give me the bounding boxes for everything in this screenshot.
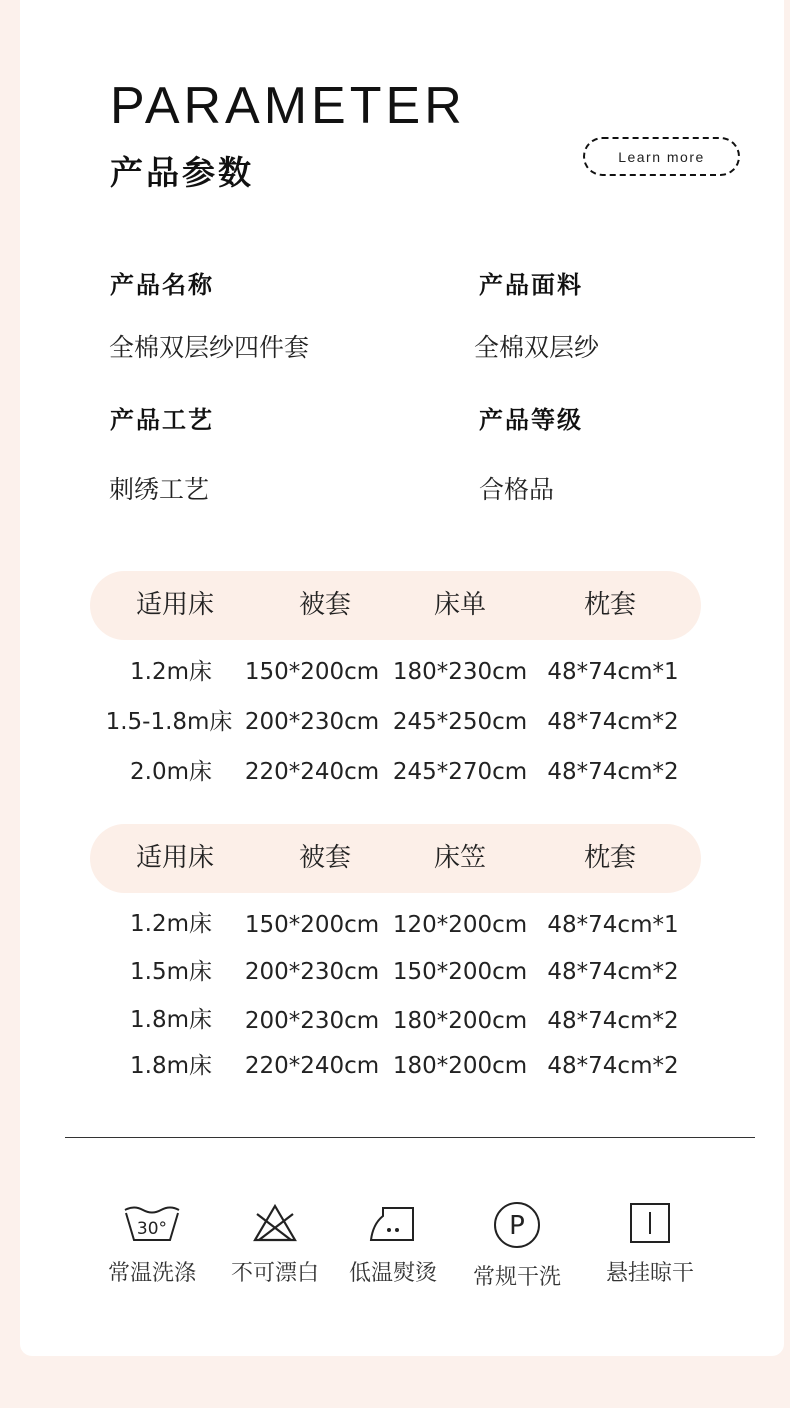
table1-header-cell: 适用床 bbox=[135, 590, 215, 620]
table1-cell: 245*250cm bbox=[392, 709, 528, 735]
param-label-grade: 产品等级 bbox=[479, 406, 583, 434]
care-label: 常温洗涤 bbox=[107, 1261, 196, 1286]
wash-30-icon bbox=[122, 1200, 182, 1246]
no-bleach-icon bbox=[245, 1200, 305, 1246]
param-label-fabric: 产品面料 bbox=[479, 271, 583, 299]
dry-clean-letter: P bbox=[509, 1211, 525, 1241]
table2-cell: 1.8m床 bbox=[130, 1053, 212, 1079]
table2-header-cell: 枕套 bbox=[583, 843, 637, 873]
table2-cell: 48*74cm*2 bbox=[547, 1053, 679, 1079]
care-item-wash bbox=[92, 1200, 212, 1287]
table2-header-cell: 被套 bbox=[298, 843, 352, 873]
table1-cell: 180*230cm bbox=[392, 659, 528, 685]
table1-cell: 1.2m床 bbox=[130, 659, 212, 685]
table2-cell: 180*200cm bbox=[392, 1053, 528, 1079]
table1-cell: 220*240cm bbox=[244, 759, 380, 785]
table2-cell: 200*230cm bbox=[244, 959, 380, 985]
care-item-low-iron bbox=[333, 1200, 453, 1287]
table2-cell: 1.8m床 bbox=[130, 1007, 212, 1033]
table1-header bbox=[90, 571, 701, 640]
table2-header bbox=[90, 824, 701, 893]
table2-cell: 150*200cm bbox=[392, 959, 528, 985]
care-label: 常规干洗 bbox=[472, 1265, 561, 1290]
line-dry-icon bbox=[620, 1200, 680, 1246]
table2-header-cell: 适用床 bbox=[135, 843, 215, 873]
page-title-en: PARAMETER bbox=[110, 77, 466, 135]
param-label-craft: 产品工艺 bbox=[110, 406, 214, 434]
table1-cell: 150*200cm bbox=[244, 659, 380, 685]
table2-cell: 48*74cm*2 bbox=[547, 1008, 679, 1034]
table1-cell: 48*74cm*2 bbox=[547, 709, 679, 735]
low-iron-icon bbox=[363, 1200, 423, 1246]
table2-cell: 180*200cm bbox=[392, 1008, 528, 1034]
care-label: 低温熨烫 bbox=[348, 1261, 437, 1286]
table1-cell: 48*74cm*1 bbox=[547, 659, 679, 685]
care-item-dry-clean bbox=[457, 1200, 577, 1291]
table2-cell: 1.5m床 bbox=[130, 959, 212, 985]
care-label: 悬挂晾干 bbox=[605, 1261, 694, 1286]
param-value-grade: 合格品 bbox=[479, 475, 555, 504]
page-title-zh: 产品参数 bbox=[110, 153, 254, 192]
table2-cell: 1.2m床 bbox=[130, 911, 212, 937]
table1-header-cell: 被套 bbox=[298, 590, 352, 620]
table2-cell: 48*74cm*1 bbox=[547, 912, 679, 938]
table2-header-cell: 床笠 bbox=[433, 843, 487, 873]
table1-cell: 245*270cm bbox=[392, 759, 528, 785]
param-value-craft: 刺绣工艺 bbox=[109, 475, 210, 504]
param-label-name: 产品名称 bbox=[110, 271, 214, 299]
care-item-no-bleach bbox=[215, 1200, 335, 1287]
table2-cell: 120*200cm bbox=[392, 912, 528, 938]
learn-more-button[interactable]: Learn more bbox=[583, 137, 740, 176]
table1-cell: 48*74cm*2 bbox=[547, 759, 679, 785]
care-label: 不可漂白 bbox=[230, 1261, 319, 1286]
wash-temp-text: 30° bbox=[136, 1219, 168, 1239]
param-value-fabric: 全棉双层纱 bbox=[474, 333, 600, 362]
care-item-line-dry bbox=[590, 1200, 710, 1287]
table1-header-cell: 枕套 bbox=[583, 590, 637, 620]
table2-cell: 48*74cm*2 bbox=[547, 959, 679, 985]
table2-cell: 150*200cm bbox=[244, 912, 380, 938]
section-divider bbox=[65, 1137, 755, 1138]
param-value-name: 全棉双层纱四件套 bbox=[109, 333, 310, 362]
table2-cell: 220*240cm bbox=[244, 1053, 380, 1079]
table1-cell: 2.0m床 bbox=[130, 759, 212, 785]
table2-cell: 200*230cm bbox=[244, 1008, 380, 1034]
dry-clean-p-icon bbox=[487, 1200, 547, 1250]
table1-cell: 1.5-1.8m床 bbox=[105, 709, 233, 735]
table1-header-cell: 床单 bbox=[433, 590, 487, 620]
table1-cell: 200*230cm bbox=[244, 709, 380, 735]
